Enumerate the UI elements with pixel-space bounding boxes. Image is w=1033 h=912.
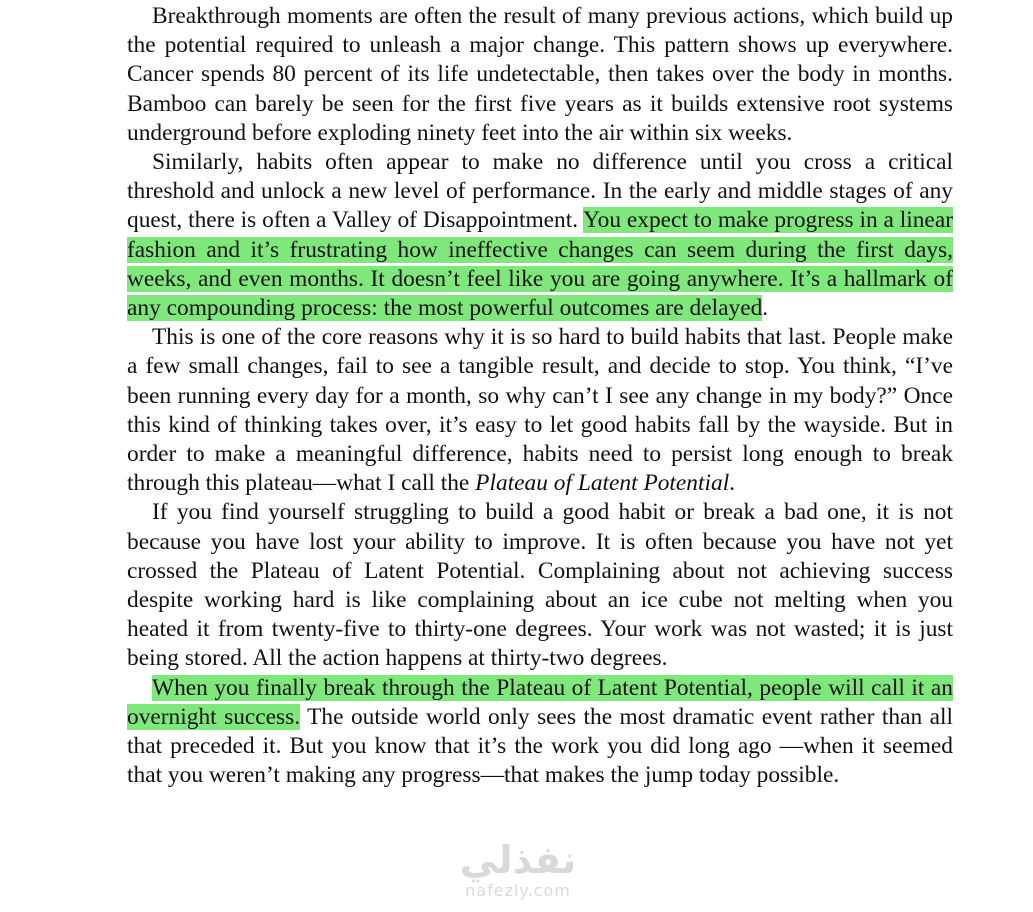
- watermark-logo: نفذلي: [459, 838, 577, 882]
- italic-text: Plateau of Latent Potential: [475, 470, 730, 497]
- highlighted-text: When you finally break through the Plateau of Latent Potential, people will call it an overnight success.: [127, 674, 953, 730]
- book-page-text: [127, 2, 953, 790]
- watermark: [448, 838, 588, 912]
- text-segment: Similarly, habits often appear to make no difference until you cross a critical threshold and unlock a new level of performance. In the early and middle stages of any quest, there is often a Valley of Disappointment.: [127, 149, 953, 234]
- highlighted-text: You expect to make progress in a linear fashion and it’s frustrating how ineffective changes can seem during the first days, weeks, and even months. It doesn’t feel like you are going anywhere. It’s a hallmark of any compounding process: the most powerful outcomes are delayed: [127, 207, 953, 322]
- text-segment: .: [729, 470, 736, 497]
- paragraph-p4: [127, 498, 953, 673]
- text-segment: Breakthrough moments are often the result of many previous actions, which build up the potential required to unleash a major change. This pattern shows up everywhere. Cancer spends 80 percent of its life undetectable, then takes over the body in months. Bamboo can barely be seen for the first five years as it builds extensive root systems underground before exploding ninety feet into the air within six weeks.: [127, 3, 953, 146]
- paragraph-p2: [127, 148, 953, 323]
- text-segment: This is one of the core reasons why it is so hard to build habits that last. People make a few small changes, fail to see a tangible result, and decide to stop. You think, “I’ve been running every day for a month, so why can’t I see any change in my body?” Once this kind of thinking takes over, it’s easy to let good habits fall by the wayside. But in order to make a meaningful difference, habits need to persist long enough to break through this plateau—what I call the: [127, 324, 953, 497]
- paragraph-p5: [127, 674, 953, 791]
- paragraph-p3: [127, 323, 953, 498]
- text-segment: The outside world only sees the most dramatic event rather than all that preceded it. But you know that it’s the work you did long ago —when it seemed that you weren’t making any progress—that makes the jump today possible.: [127, 703, 953, 789]
- text-segment: If you find yourself struggling to build a good habit or break a bad one, it is not because you have lost your ability to improve. It is often because you have not yet crossed the Plateau of Latent Potential. Complaining about not achieving success despite working hard is like complaining about an ice cube not melting when you heated it from twenty-five to thirty-one degrees. Your work was not wasted; it is just being stored. All the action happens at thirty-two degrees.: [127, 499, 953, 672]
- text-segment: .: [762, 295, 769, 322]
- watermark-text: nafezly.com: [465, 881, 571, 900]
- paragraph-p1: [127, 2, 953, 148]
